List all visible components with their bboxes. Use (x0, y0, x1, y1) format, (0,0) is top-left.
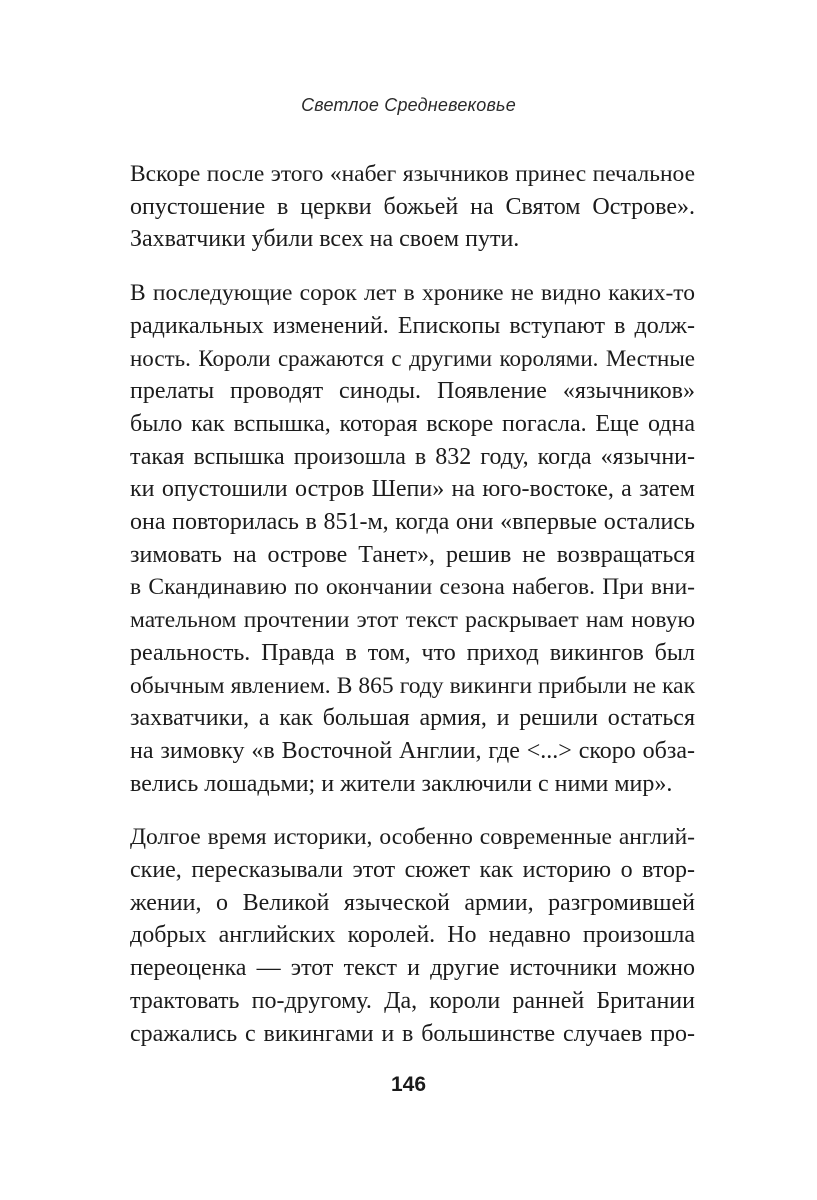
paragraph-3 (130, 821, 695, 1050)
text-line: ки опустошили остров Шепи» на юго-востоке, а затем (130, 476, 695, 503)
text-line: на зимовку «в Восточной Англии, где <...> скоро обза- (130, 737, 695, 764)
paragraph-spacer (130, 800, 695, 821)
text-line: ские, пересказывали этот сюжет как историю о втор- (130, 857, 695, 884)
paragraph-2 (130, 277, 695, 800)
text-line: переоценка — этот текст и другие источники можно (130, 955, 695, 982)
text-line: мательном прочтении этот текст раскрывает нам новую (130, 607, 695, 634)
text-line: такая вспышка произошла в 832 году, когда «язычни- (130, 443, 695, 470)
text-line: она повторилась в 851-м, когда они «впервые остались (130, 509, 695, 536)
text-line: трактовать по-другому. Да, короли ранней Британии (130, 987, 695, 1014)
text-line: было как вспышка, которая вскоре погасла. Еще одна (130, 410, 695, 437)
paragraph-1 (130, 158, 695, 256)
text-line: велись лошадьми; и жители заключили с ними мир». (130, 770, 673, 797)
text-line: Захватчики убили всех на своем пути. (130, 226, 520, 253)
body-text (130, 158, 695, 1050)
text-line: жении, о Великой языческой армии, разгромившей (130, 889, 695, 916)
text-line: захватчики, а как большая армия, и решили остаться (130, 705, 695, 732)
text-line: зимовать на острове Танет», решив не возвращаться (130, 541, 695, 568)
text-line: обычным явлением. В 865 году викинги прибыли не как (130, 672, 695, 699)
text-line: сражались с викингами и в большинстве случаев про- (130, 1020, 695, 1047)
text-line: Долгое время историки, особенно современные англий- (130, 824, 695, 851)
text-line: В последующие сорок лет в хронике не видно каких-то (130, 280, 695, 307)
text-line: опустошение в церкви божьей на Святом Острове». (130, 193, 695, 220)
running-head: Светлое Средневековье (301, 95, 516, 115)
text-line: ность. Короли сражаются с другими королями. Местные (130, 345, 695, 371)
text-line: реальность. Правда в том, что приход викингов был (130, 639, 695, 666)
paragraph-spacer (130, 256, 695, 277)
text-line: радикальных изменений. Епископы вступают в долж- (130, 312, 695, 339)
text-line: Вскоре после этого «набег язычников принес печальное (130, 161, 695, 187)
text-line: в Скандинавию по окончании сезона набегов. При вни- (130, 574, 695, 601)
text-line: добрых английских королей. Но недавно произошла (130, 922, 695, 949)
text-line: прелаты проводят синоды. Появление «язычников» (130, 378, 695, 405)
page-number: 146 (390, 1073, 427, 1096)
